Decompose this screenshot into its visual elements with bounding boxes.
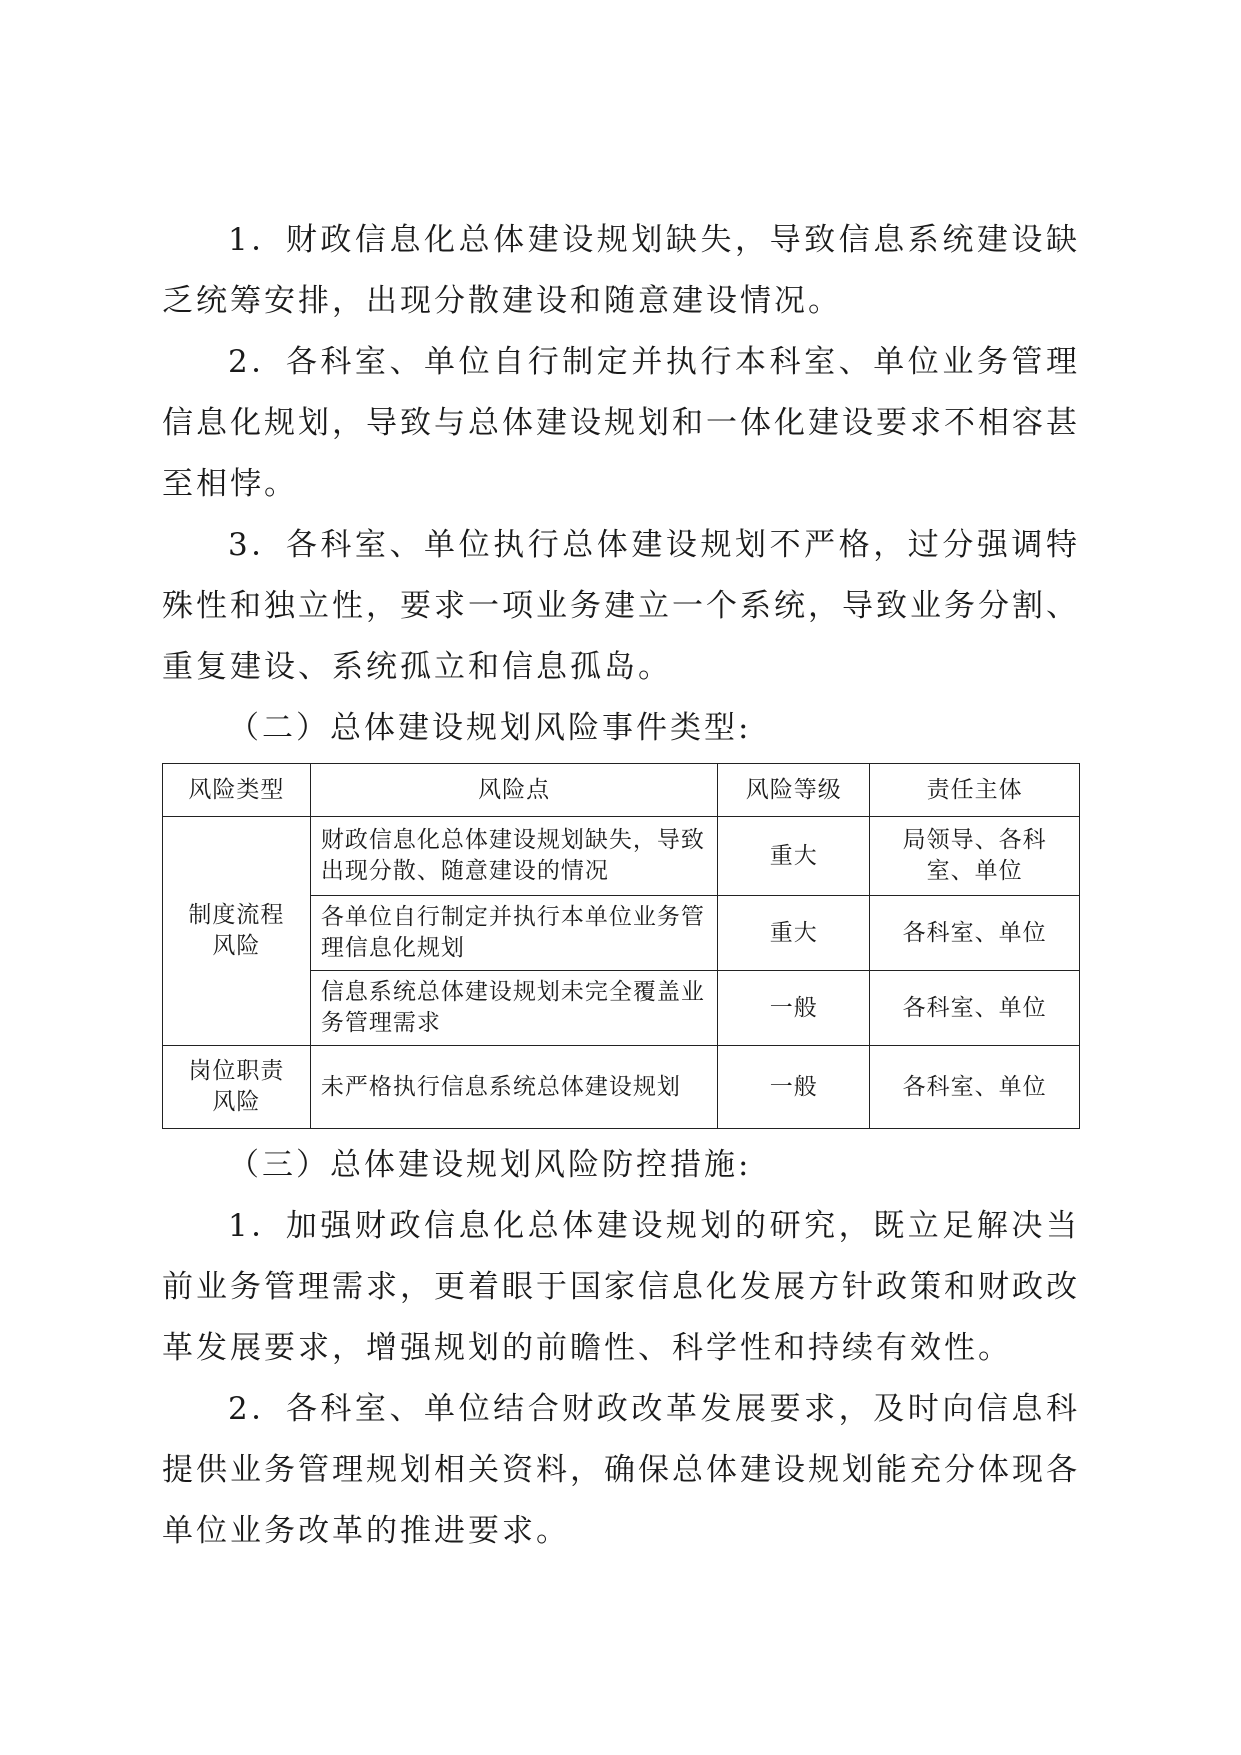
responsible-cell: 各科室、单位 xyxy=(870,1046,1080,1129)
measure-paragraph-1: 1．加强财政信息化总体建设规划的研究，既立足解决当前业务管理需求，更着眼于国家信息化发展方针政策和财政改革发展要求，增强规划的前瞻性、科学性和持续有效性。 xyxy=(162,1208,1080,1366)
header-risk-level: 风险等级 xyxy=(718,764,870,817)
section-2-title: （二）总体建设规划风险事件类型: xyxy=(228,710,752,746)
responsible-cell: 各科室、单位 xyxy=(870,971,1080,1046)
header-responsible: 责任主体 xyxy=(870,764,1080,817)
risk-type-cell: 岗位职责 风险 xyxy=(163,1046,311,1129)
header-risk-type: 风险类型 xyxy=(163,764,311,817)
risk-point-cell: 财政信息化总体建设规划缺失，导致出现分散、随意建设的情况 xyxy=(310,817,718,896)
document-page xyxy=(162,210,1080,1562)
paragraph-2: 2．各科室、单位自行制定并执行本科室、单位业务管理信息化规划，导致与总体建设规划和一体化建设要求不相容甚至相悖。 xyxy=(162,344,1080,502)
table-row xyxy=(163,1046,1080,1129)
risk-point-cell: 信息系统总体建设规划未完全覆盖业务管理需求 xyxy=(310,971,718,1046)
risk-level-cell: 重大 xyxy=(718,896,870,971)
measure-paragraph-2: 2．各科室、单位结合财政改革发展要求，及时向信息科提供业务管理规划相关资料，确保总体建设规划能充分体现各单位业务改革的推进要求。 xyxy=(162,1391,1080,1549)
header-risk-point: 风险点 xyxy=(310,764,718,817)
risk-level-cell: 一般 xyxy=(718,971,870,1046)
table-header-row xyxy=(163,764,1080,817)
risk-point-cell: 未严格执行信息系统总体建设规划 xyxy=(310,1046,718,1129)
paragraph-1: 1．财政信息化总体建设规划缺失，导致信息系统建设缺乏统筹安排，出现分散建设和随意建设情况。 xyxy=(162,222,1080,319)
risk-type-cell: 制度流程 风险 xyxy=(163,817,311,1046)
responsible-cell: 局领导、各科室、单位 xyxy=(870,817,1080,896)
table-row xyxy=(163,817,1080,896)
risk-level-cell: 一般 xyxy=(718,1046,870,1129)
responsible-cell: 各科室、单位 xyxy=(870,896,1080,971)
risk-level-cell: 重大 xyxy=(718,817,870,896)
section-3-title: （三）总体建设规划风险防控措施: xyxy=(228,1147,752,1183)
risk-table xyxy=(162,763,1080,1129)
risk-point-cell: 各单位自行制定并执行本单位业务管理信息化规划 xyxy=(310,896,718,971)
paragraph-3: 3．各科室、单位执行总体建设规划不严格，过分强调特殊性和独立性，要求一项业务建立一个系统，导致业务分割、重复建设、系统孤立和信息孤岛。 xyxy=(162,527,1080,685)
